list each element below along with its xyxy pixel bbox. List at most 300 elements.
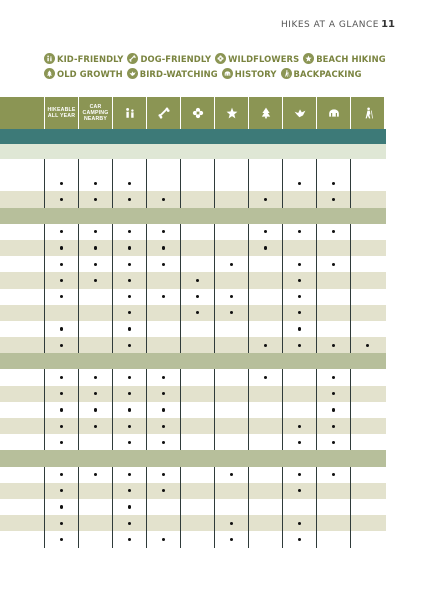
table-cell [112, 208, 146, 224]
table-cell [146, 337, 180, 353]
feature-dot [162, 246, 165, 249]
feature-dot [94, 408, 97, 411]
table-cell [180, 369, 214, 385]
feature-dot [162, 376, 165, 379]
table-row [0, 289, 386, 305]
table-cell [316, 224, 350, 240]
table-cell [350, 337, 384, 353]
feature-dot [60, 327, 63, 330]
table-cell [214, 467, 248, 483]
feature-dot [196, 295, 199, 298]
table-cell [282, 272, 316, 288]
feature-dot [128, 182, 131, 185]
table-cell [316, 483, 350, 499]
table-row [0, 450, 386, 466]
table-cell [146, 467, 180, 483]
table-cell [282, 159, 316, 175]
table-row [0, 175, 386, 191]
table-cell [282, 175, 316, 191]
table-cell [350, 434, 384, 450]
row-label-cell [0, 467, 44, 483]
column-header [44, 97, 78, 129]
table-cell [180, 499, 214, 515]
feature-dot [128, 425, 131, 428]
feature-dot [128, 311, 131, 314]
table-cell [112, 499, 146, 515]
feature-dot [196, 279, 199, 282]
feature-dot [332, 376, 335, 379]
table-cell [214, 208, 248, 224]
legend-item [127, 68, 218, 79]
table-cell [350, 144, 384, 159]
table-cell [350, 321, 384, 337]
table-cell [282, 467, 316, 483]
table-cell [214, 240, 248, 256]
table-cell [78, 272, 112, 288]
table-cell [214, 418, 248, 434]
row-label-cell [0, 289, 44, 305]
table-cell [214, 402, 248, 418]
feature-dot [128, 505, 131, 508]
table-cell [316, 175, 350, 191]
table-row [0, 402, 386, 418]
history-icon [328, 107, 340, 119]
table-cell [44, 386, 78, 402]
table-cell [180, 175, 214, 191]
table-cell [112, 418, 146, 434]
table-cell [78, 434, 112, 450]
history-icon [222, 68, 233, 79]
table-cell [78, 256, 112, 272]
kid-friendly-icon [124, 107, 136, 119]
row-label-cell [0, 191, 44, 207]
table-cell [248, 369, 282, 385]
feature-dot [162, 425, 165, 428]
table-cell [180, 144, 214, 159]
feature-dot [128, 263, 131, 266]
feature-dot [162, 198, 165, 201]
table-cell [282, 129, 316, 144]
table-cell [180, 191, 214, 207]
feature-dot [60, 246, 63, 249]
table-cell [180, 418, 214, 434]
table-cell [146, 386, 180, 402]
table-cell [112, 159, 146, 175]
table-cell [112, 144, 146, 159]
feature-dot [298, 295, 301, 298]
feature-dot [60, 230, 63, 233]
feature-dot [60, 522, 63, 525]
table-cell [350, 256, 384, 272]
table-cell [316, 337, 350, 353]
table-cell [248, 289, 282, 305]
table-cell [146, 175, 180, 191]
feature-dot [162, 489, 165, 492]
beach-hiking-icon [303, 53, 314, 64]
table-cell [146, 159, 180, 175]
table-cell [350, 402, 384, 418]
legend-item [127, 53, 211, 64]
table-cell [146, 353, 180, 369]
table-row [0, 208, 386, 224]
feature-dot [230, 311, 233, 314]
table-cell [44, 144, 78, 159]
feature-dot [230, 538, 233, 541]
legend-label: BACKPACKING [293, 68, 362, 79]
feature-dot [60, 425, 63, 428]
table-cell [180, 450, 214, 466]
feature-dot [298, 441, 301, 444]
table-cell [78, 305, 112, 321]
table-row [0, 467, 386, 483]
table-cell [44, 321, 78, 337]
table-row [0, 369, 386, 385]
feature-dot [128, 327, 131, 330]
table-cell [350, 418, 384, 434]
table-cell [214, 483, 248, 499]
table-cell [214, 159, 248, 175]
legend-label: WILDFLOWERS [228, 53, 300, 64]
table-cell [44, 289, 78, 305]
row-label-cell [0, 402, 44, 418]
row-label-cell [0, 418, 44, 434]
feature-dot [298, 344, 301, 347]
table-cell [44, 434, 78, 450]
table-cell [316, 499, 350, 515]
table-cell [146, 289, 180, 305]
column-header [78, 97, 112, 129]
table-cell [248, 159, 282, 175]
table-cell [316, 289, 350, 305]
feature-dot [332, 392, 335, 395]
table-cell [350, 129, 384, 144]
table-cell [316, 402, 350, 418]
table-cell [78, 159, 112, 175]
table-cell [112, 321, 146, 337]
table-cell [146, 144, 180, 159]
feature-dot [230, 295, 233, 298]
feature-dot [162, 408, 165, 411]
table-cell [78, 483, 112, 499]
table-cell [282, 256, 316, 272]
table-cell [78, 499, 112, 515]
row-label-cell [0, 305, 44, 321]
feature-dot [60, 198, 63, 201]
table-cell [248, 272, 282, 288]
table-cell [350, 240, 384, 256]
table-cell [78, 337, 112, 353]
row-label-cell [0, 450, 44, 466]
header-spacer [0, 97, 44, 129]
table-cell [44, 531, 78, 547]
table-cell [112, 240, 146, 256]
table-cell [316, 467, 350, 483]
row-label-cell [0, 483, 44, 499]
feature-dot [60, 263, 63, 266]
feature-dot [332, 441, 335, 444]
table-cell [350, 515, 384, 531]
column-header [316, 97, 350, 129]
table-row [0, 224, 386, 240]
wildflowers-icon [192, 107, 204, 119]
table-cell [282, 418, 316, 434]
legend-row [44, 51, 384, 66]
table-cell [112, 175, 146, 191]
table-cell [214, 515, 248, 531]
bird-watching-icon [294, 107, 306, 119]
table-cell [78, 129, 112, 144]
table-row [0, 272, 386, 288]
feature-dot [332, 182, 335, 185]
table-cell [248, 144, 282, 159]
dog-friendly-icon [158, 107, 170, 119]
table-cell [180, 272, 214, 288]
table-cell [44, 224, 78, 240]
feature-dot [60, 182, 63, 185]
feature-dot [128, 441, 131, 444]
legend-item [44, 53, 123, 64]
row-label-cell [0, 386, 44, 402]
row-label-cell [0, 144, 44, 159]
table-cell [44, 450, 78, 466]
feature-dot [94, 198, 97, 201]
legend-item [215, 53, 299, 64]
table-cell [214, 305, 248, 321]
feature-dot [332, 198, 335, 201]
row-label-cell [0, 337, 44, 353]
table-cell [44, 129, 78, 144]
table-cell [180, 531, 214, 547]
row-label-cell [0, 256, 44, 272]
table-cell [248, 240, 282, 256]
table-cell [44, 353, 78, 369]
table-cell [112, 191, 146, 207]
feature-dot [298, 311, 301, 314]
table-cell [180, 224, 214, 240]
table-cell [112, 272, 146, 288]
table-cell [282, 240, 316, 256]
table-cell [180, 515, 214, 531]
table-cell [44, 208, 78, 224]
table-row [0, 159, 386, 175]
table-cell [146, 450, 180, 466]
table-cell [282, 531, 316, 547]
table-cell [350, 208, 384, 224]
table-cell [350, 483, 384, 499]
table-cell [44, 467, 78, 483]
row-label-cell [0, 208, 44, 224]
table-cell [316, 386, 350, 402]
feature-dot [264, 344, 267, 347]
table-header [0, 97, 386, 129]
legend-label: HISTORY [234, 68, 277, 79]
table-cell [214, 144, 248, 159]
feature-dot [162, 230, 165, 233]
table-cell [316, 515, 350, 531]
bird-watching-icon [127, 68, 138, 79]
table-cell [282, 144, 316, 159]
table-cell [214, 191, 248, 207]
feature-dot [332, 473, 335, 476]
table-cell [180, 353, 214, 369]
table-cell [316, 144, 350, 159]
feature-dot [60, 376, 63, 379]
table-cell [78, 224, 112, 240]
feature-dot [162, 392, 165, 395]
table-cell [146, 515, 180, 531]
table-cell [44, 175, 78, 191]
feature-dot [60, 473, 63, 476]
table-cell [316, 321, 350, 337]
legend-label: BIRD-WATCHING [139, 68, 218, 79]
table-cell [214, 369, 248, 385]
table-cell [78, 402, 112, 418]
feature-dot [60, 441, 63, 444]
table-cell [112, 531, 146, 547]
backpacking-icon [281, 68, 292, 79]
row-label-cell [0, 321, 44, 337]
table-cell [316, 531, 350, 547]
feature-dot [298, 425, 301, 428]
feature-dot [162, 538, 165, 541]
table-cell [350, 175, 384, 191]
table-cell [146, 418, 180, 434]
table-cell [112, 450, 146, 466]
row-label-cell [0, 499, 44, 515]
legend-item [44, 68, 123, 79]
feature-dot [298, 182, 301, 185]
feature-dot [162, 263, 165, 266]
table-cell [282, 483, 316, 499]
feature-dot [128, 392, 131, 395]
table-cell [282, 337, 316, 353]
table-cell [282, 353, 316, 369]
table-cell [146, 305, 180, 321]
table-cell [78, 144, 112, 159]
dog-friendly-icon [127, 53, 138, 64]
legend-label: KID-FRIENDLY [57, 53, 124, 64]
table-cell [146, 129, 180, 144]
table-cell [44, 272, 78, 288]
row-label-cell [0, 159, 44, 175]
table-cell [316, 434, 350, 450]
feature-dot [128, 473, 131, 476]
table-cell [214, 129, 248, 144]
old-growth-icon [260, 107, 272, 119]
feature-dot [128, 198, 131, 201]
backpacking-icon [362, 107, 374, 119]
feature-dot [196, 311, 199, 314]
table-cell [350, 159, 384, 175]
row-label-cell [0, 272, 44, 288]
row-label-cell [0, 240, 44, 256]
feature-dot [60, 279, 63, 282]
feature-dot [94, 230, 97, 233]
feature-dot [298, 489, 301, 492]
table-cell [112, 369, 146, 385]
table-cell [180, 434, 214, 450]
feature-dot [128, 279, 131, 282]
table-cell [44, 191, 78, 207]
row-label-cell [0, 369, 44, 385]
table-cell [180, 305, 214, 321]
table-cell [44, 483, 78, 499]
table-cell [112, 129, 146, 144]
table-cell [146, 240, 180, 256]
table-cell [112, 224, 146, 240]
table-cell [180, 402, 214, 418]
legend-label: DOG-FRIENDLY [140, 53, 212, 64]
feature-dot [128, 408, 131, 411]
legend-item [281, 68, 362, 79]
table-cell [112, 289, 146, 305]
column-header [350, 97, 384, 129]
table-cell [282, 386, 316, 402]
table-cell [282, 515, 316, 531]
table-cell [248, 321, 282, 337]
feature-dot [264, 246, 267, 249]
table-cell [316, 272, 350, 288]
hikes-table [0, 97, 386, 548]
column-header-label: HIKEABLE ALL YEAR [47, 107, 76, 119]
table-row [0, 515, 386, 531]
column-header [146, 97, 180, 129]
row-label-cell [0, 515, 44, 531]
table-cell [214, 321, 248, 337]
table-cell [248, 175, 282, 191]
table-cell [146, 224, 180, 240]
table-cell [146, 256, 180, 272]
table-cell [146, 208, 180, 224]
feature-dot [94, 376, 97, 379]
table-cell [282, 450, 316, 466]
table-cell [44, 240, 78, 256]
feature-dot [60, 344, 63, 347]
table-cell [316, 369, 350, 385]
table-cell [316, 129, 350, 144]
feature-dot [298, 263, 301, 266]
table-cell [44, 305, 78, 321]
table-cell [78, 321, 112, 337]
table-cell [248, 499, 282, 515]
table-cell [214, 531, 248, 547]
table-cell [316, 450, 350, 466]
feature-dot [60, 408, 63, 411]
table-cell [112, 515, 146, 531]
table-cell [350, 224, 384, 240]
table-cell [350, 499, 384, 515]
feature-dot [332, 263, 335, 266]
table-cell [146, 434, 180, 450]
table-row [0, 256, 386, 272]
column-header [214, 97, 248, 129]
table-cell [146, 402, 180, 418]
table-cell [180, 321, 214, 337]
table-cell [350, 467, 384, 483]
table-cell [180, 208, 214, 224]
table-cell [214, 224, 248, 240]
table-cell [248, 337, 282, 353]
feature-dot [332, 344, 335, 347]
feature-dot [60, 505, 63, 508]
wildflowers-icon [215, 53, 226, 64]
table-cell [248, 515, 282, 531]
legend-row [44, 66, 384, 81]
feature-dot [298, 473, 301, 476]
table-cell [214, 434, 248, 450]
table-cell [44, 418, 78, 434]
table-cell [146, 272, 180, 288]
